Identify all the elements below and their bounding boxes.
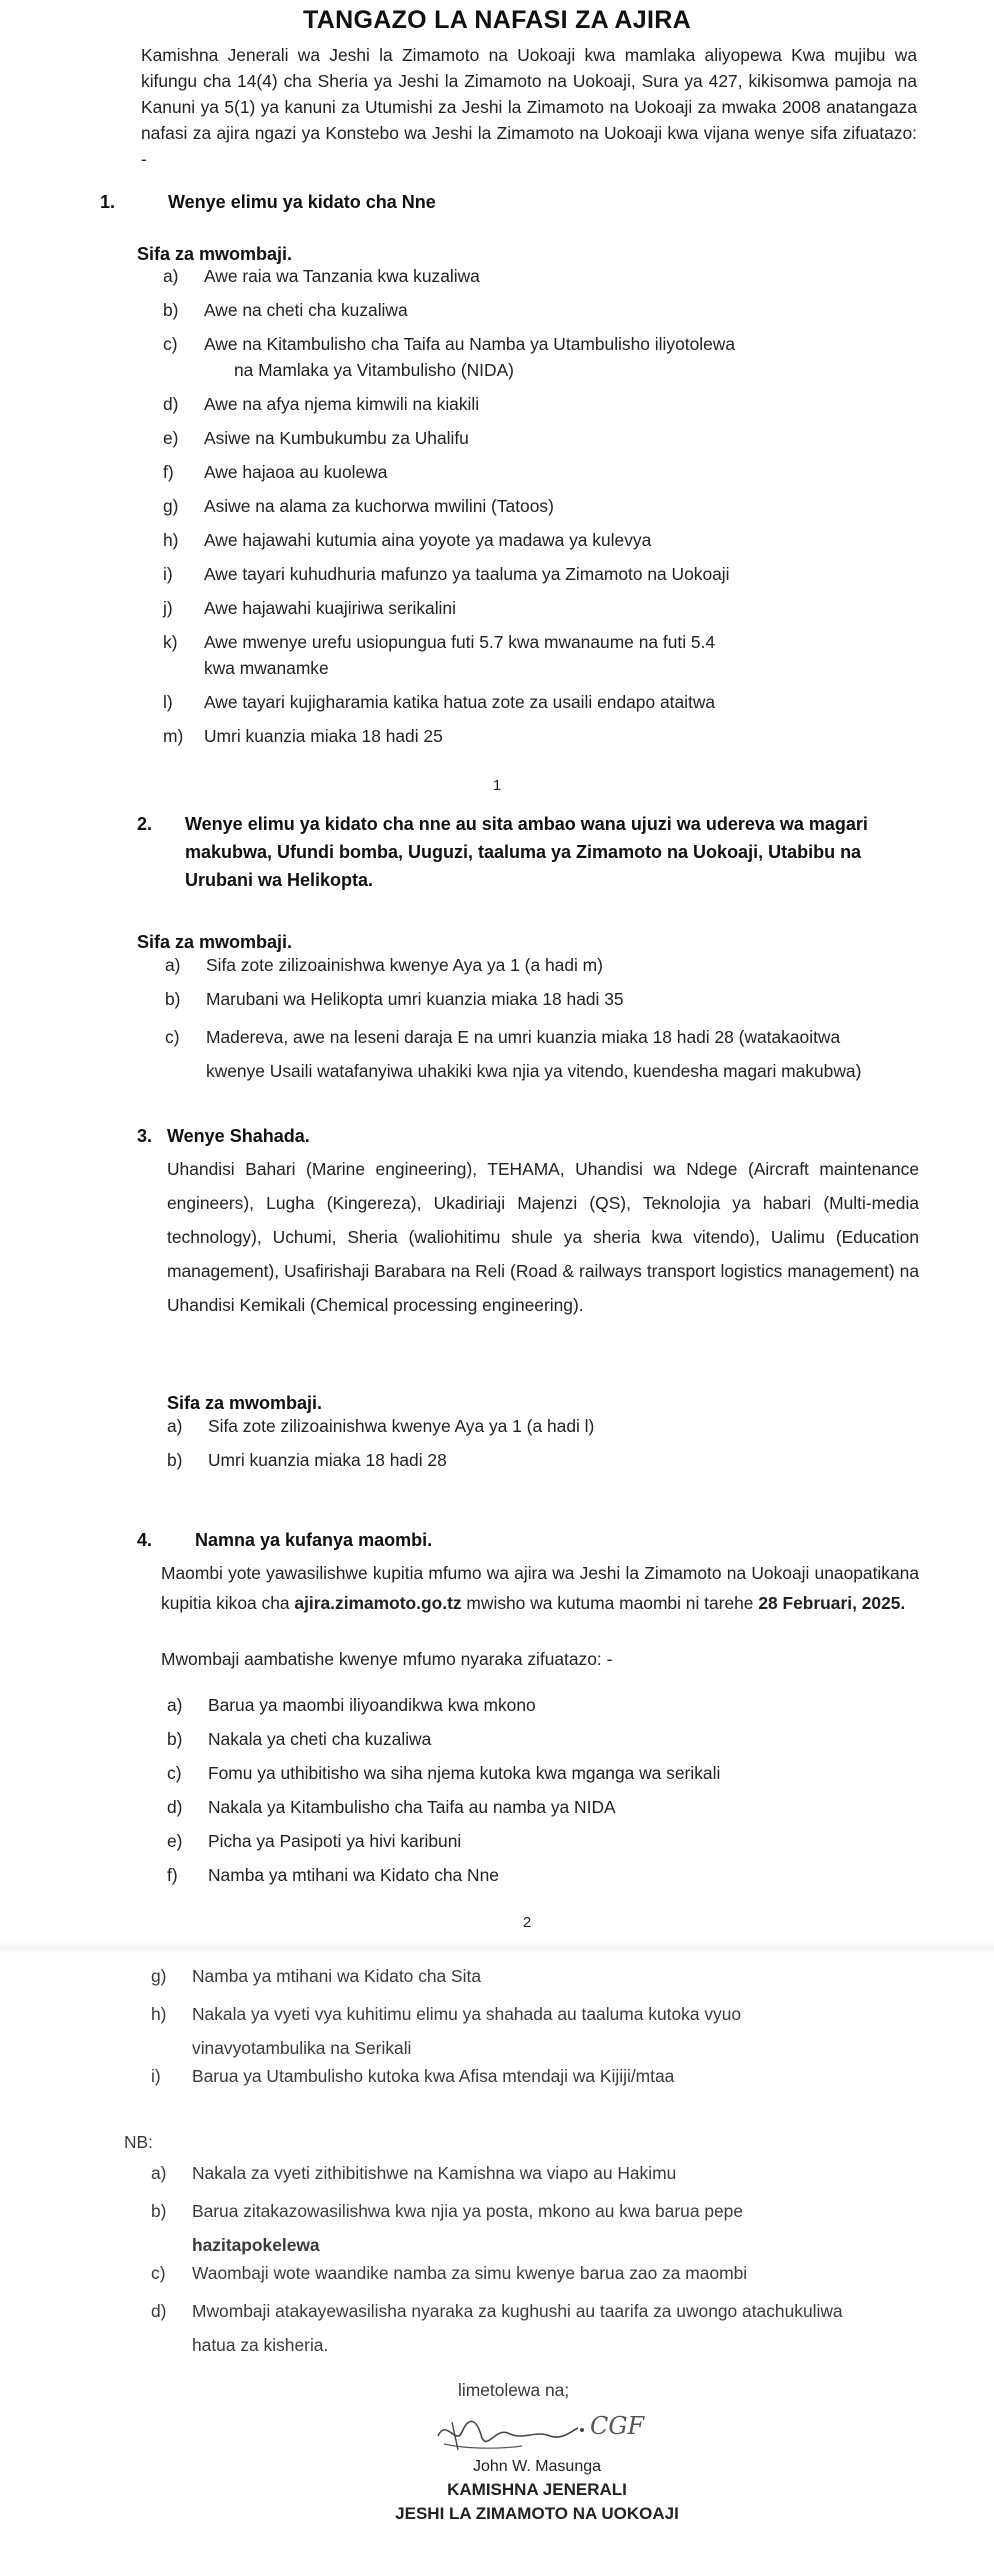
page-number: 2 — [522, 1914, 532, 1931]
list-item: c) Awe na Kitambulisho cha Taifa au Namba ya Utambulisho iliyotolewa na Mamlaka ya Vitambulisho (NIDA) — [163, 334, 736, 380]
list-item: d) Mwombaji atakayewasilisha nyaraka za kughushi au taarifa za uwongo atachukuliwa hatua za kisheria. — [151, 2301, 843, 2355]
attachments-intro: Mwombaji aambatishe kwenye mfumo nyaraka zifuatazo: - — [161, 1649, 613, 1669]
list-item: b) Marubani wa Helikopta umri kuanzia miaka 18 hadi 35 — [165, 989, 624, 1009]
list-item: i) Barua ya Utambulisho kutoka kwa Afisa mtendaji wa Kijiji/mtaa — [151, 2066, 675, 2086]
list-item: c) Waombaji wote waandike namba za simu kwenye barua zao za maombi — [151, 2263, 748, 2283]
section-title: Wenye Shahada. — [167, 1126, 310, 1146]
section-3-subheading: Sifa za mwombaji. — [167, 1393, 323, 1413]
section-number: 2. — [137, 814, 153, 834]
nb-list — [151, 2160, 926, 2360]
list-item: c) Madereva, awe na leseni daraja E na umri kuanzia miaka 18 hadi 28 (watakaoitwa kwenye Usaili watafanyiwa uhakiki kwa njia ya vitendo, kuendesha magari makubwa) — [165, 1027, 862, 1081]
intro-paragraph: Kamishna Jenerali wa Jeshi la Zimamoto na Uokoaji kwa mamlaka aliyopewa Kwa mujibu wa kifungu cha 14(4) cha Sheria ya Jeshi la Zimamoto na Uokoaji, Sura ya 427, kikisomwa pamoja na Kanuni ya 5(1) ya kanuni za Utumishi za Jeshi la Zimamoto na Uokoaji za mwaka 2008 anatangaza nafasi za ajira ngazi ya Konstebo wa Jeshi la Zimamoto na Uokoaji kwa vijana wenye sifa zifuatazo: - — [141, 45, 917, 169]
list-item: b) Barua zitakazowasilishwa kwa njia ya posta, mkono au kwa barua pepe hazitapokelewa — [151, 2201, 744, 2255]
section-4-paragraph: Maombi yote yawasilishwe kupitia mfumo wa ajira wa Jeshi la Zimamoto na Uokoaji unaopatikana kupitia kikoa cha ajira.zimamoto.go.tz mwisho wa kutuma maombi ni tarehe 28 Februari, 2025. — [161, 1563, 919, 1613]
list-item: a) Sifa zote zilizoainishwa kwenye Aya ya 1 (a hadi l) — [167, 1416, 595, 1436]
signatory-name: John W. Masunga — [472, 2458, 602, 2475]
organization-name: JESHI LA ZIMAMOTO NA UOKOAJI — [395, 2504, 679, 2523]
section-2-list — [165, 952, 935, 1086]
signature — [432, 2408, 692, 2458]
list-item: d) Nakala ya Kitambulisho cha Taifa au namba ya NIDA — [167, 1797, 616, 1817]
list-item: b) Nakala ya cheti cha kuzaliwa — [167, 1729, 432, 1749]
list-item: b) Awe na cheti cha kuzaliwa — [163, 300, 408, 320]
list-item: a) Nakala za vyeti zithibitishwe na Kamishna wa viapo au Hakimu — [151, 2163, 677, 2183]
deadline-date: 28 Februari, 2025. — [758, 1593, 906, 1613]
list-item: c) Fomu ya uthibitisho wa siha njema kutoka kwa mganga wa serikali — [167, 1763, 721, 1783]
issued-by-label: limetolewa na; — [458, 2380, 570, 2400]
list-item: f) Namba ya mtihani wa Kidato cha Nne — [167, 1865, 499, 1885]
section-number: 1. — [100, 192, 116, 212]
list-item: a) Awe raia wa Tanzania kwa kuzaliwa — [163, 266, 480, 286]
page-title: TANGAZO LA NAFASI ZA AJIRA — [303, 6, 691, 34]
page-number: 1 — [492, 777, 502, 794]
list-item: g) Asiwe na alama za kuchorwa mwilini (Tatoos) — [163, 496, 554, 516]
page-divider — [0, 1940, 994, 1954]
list-item: e) Asiwe na Kumbukumbu za Uhalifu — [163, 428, 469, 448]
list-item: e) Picha ya Pasipoti ya hivi karibuni — [167, 1831, 462, 1851]
section-number: 4. — [137, 1530, 153, 1550]
list-item: k) Awe mwenye urefu usiopungua futi 5.7 kwa mwanaume na futi 5.4 kwa mwanamke — [163, 632, 716, 678]
website-link[interactable]: ajira.zimamoto.go.tz — [294, 1593, 462, 1613]
section-3-paragraph: Uhandisi Bahari (Marine engineering), TEHAMA, Uhandisi wa Ndege (Aircraft maintenance engineers), Lugha (Kingereza), Ukadiriaji Majenzi (QS), Teknolojia ya habari (Multi-media technology), Uchumi, Sheria (waliohitimu shule ya sheria kwa vitendo), Ualimu (Education management), Usafirishaji Barabara na Reli (Road & railways transport logistics management) na Uhandisi Kemikali (Chemical processing engineering). — [167, 1159, 919, 1315]
list-item: d) Awe na afya njema kimwili na kiakili — [163, 394, 480, 414]
list-item: i) Awe tayari kuhudhuria mafunzo ya taaluma ya Zimamoto na Uokoaji — [163, 564, 730, 584]
section-4-list-continued — [151, 1963, 921, 2097]
list-item: a) Sifa zote zilizoainishwa kwenye Aya ya 1 (a hadi m) — [165, 955, 603, 975]
list-item: b) Umri kuanzia miaka 18 hadi 28 — [167, 1450, 447, 1470]
section-3-list — [167, 1413, 927, 1481]
signature-mark: CGF — [590, 2412, 645, 2440]
section-1-subheading: Sifa za mwombaji. — [137, 244, 293, 264]
list-item: j) Awe hajawahi kuajiriwa serikalini — [163, 598, 456, 618]
section-4-list — [167, 1692, 927, 1896]
section-2-subheading: Sifa za mwombaji. — [137, 932, 293, 952]
section-title-line: Wenye elimu ya kidato cha nne au sita ambao wana ujuzi wa udereva wa magari — [185, 814, 868, 834]
list-item: f) Awe hajaoa au kuolewa — [163, 462, 388, 482]
list-item: m) Umri kuanzia miaka 18 hadi 25 — [163, 726, 443, 746]
section-title: Wenye elimu ya kidato cha Nne — [168, 192, 436, 212]
list-item: h) Nakala ya vyeti vya kuhitimu elimu ya shahada au taaluma kutoka vyuo vinavyotambulika na Serikali — [151, 2004, 742, 2058]
signatory-title: KAMISHNA JENERALI — [447, 2480, 627, 2499]
section-title-line: makubwa, Ufundi bomba, Uuguzi, taaluma ya Zimamoto na Uokoaji, Utabibu na — [185, 842, 862, 862]
signature-scribble-icon — [432, 2408, 692, 2458]
list-item: g) Namba ya mtihani wa Kidato cha Sita — [151, 1966, 482, 1986]
nb-label: NB: — [124, 2132, 153, 2152]
section-1-list — [163, 263, 923, 757]
section-title: Namna ya kufanya maombi. — [195, 1530, 433, 1550]
list-item: l) Awe tayari kujigharamia katika hatua zote za usaili endapo ataitwa — [163, 692, 716, 712]
section-title-line: Urubani wa Helikopta. — [185, 870, 374, 890]
list-item: a) Barua ya maombi iliyoandikwa kwa mkono — [167, 1695, 536, 1715]
section-number: 3. — [137, 1126, 153, 1146]
list-item: h) Awe hajawahi kutumia aina yoyote ya madawa ya kulevya — [163, 530, 652, 550]
